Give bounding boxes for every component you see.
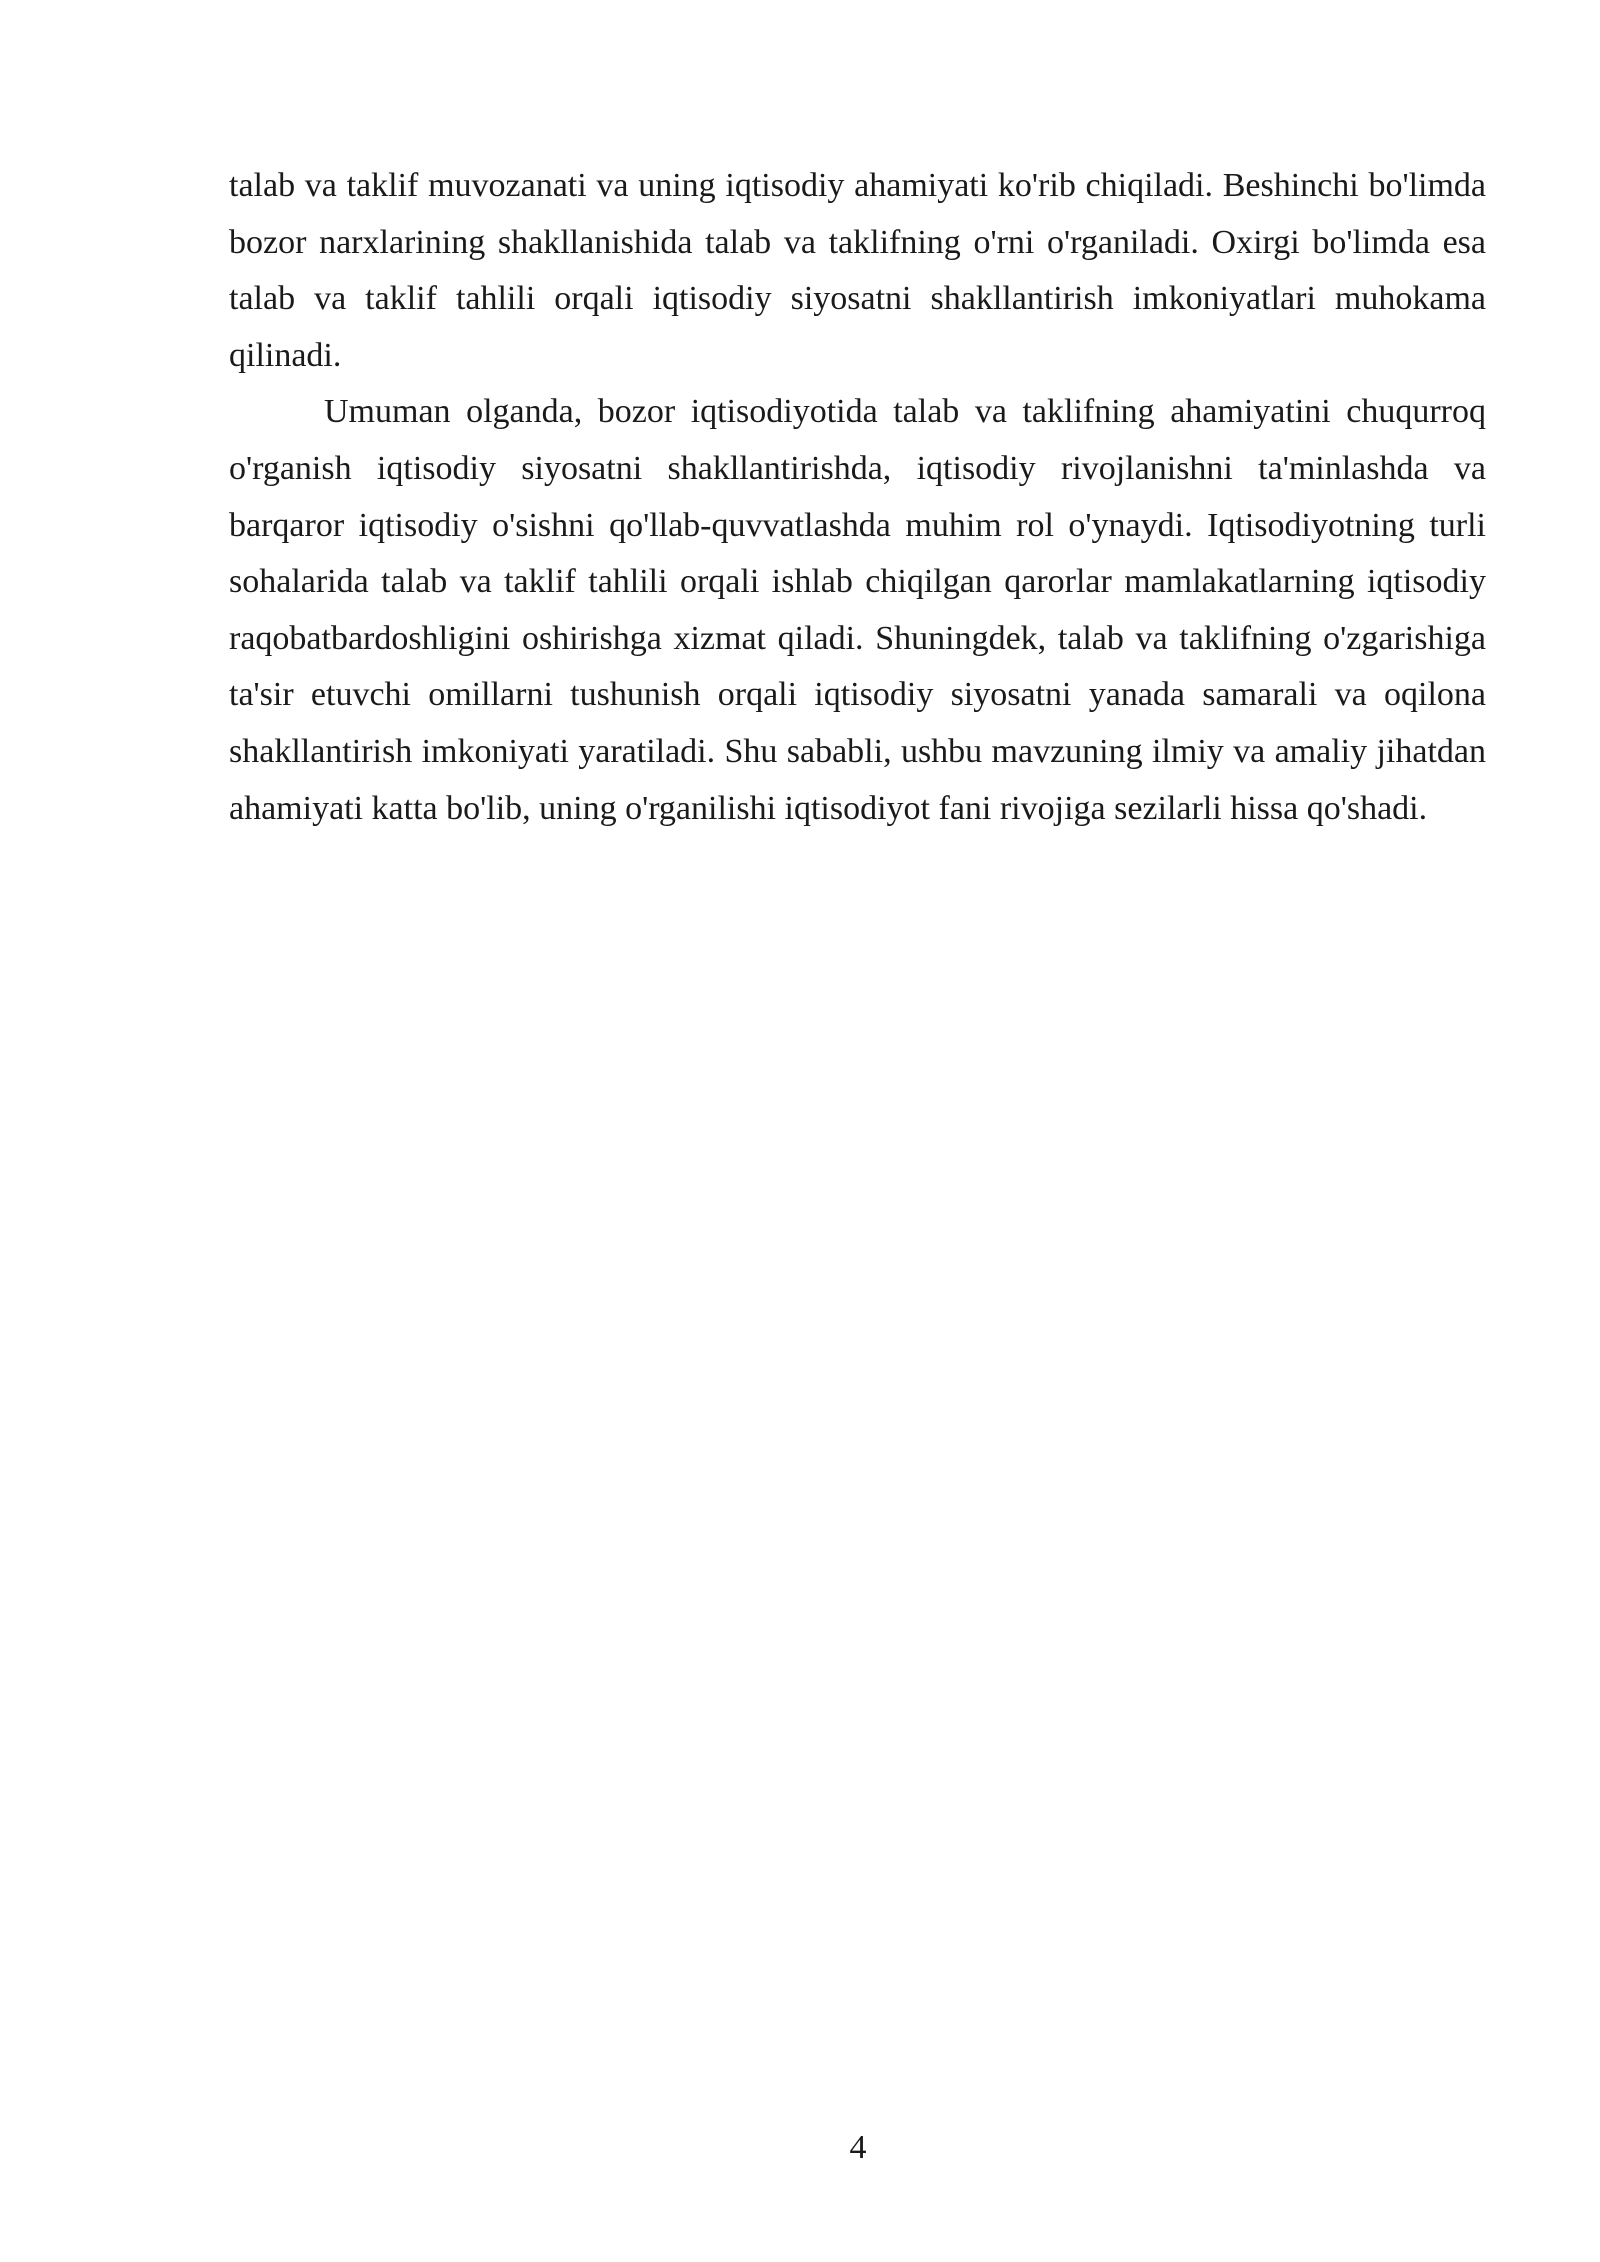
paragraph-continuation: talab va taklif muvozanati va uning iqtisodiy ahamiyati ko'rib chiqiladi. Beshinchi bo'limda bozor narxlarining shakllanishida talab va taklifning o'rni o'rganiladi. Oxirgi bo'limda esa talab va taklif tahlili orqali iqtisodiy siyosatni shakllantirish imkoniyatlari muhokama qilinadi. — [229, 167, 1486, 374]
paragraph-conclusion: Umuman olganda, bozor iqtisodiyotida talab va taklifning ahamiyatini chuqurroq o'rganish iqtisodiy siyosatni shakllantirishda, iqtisodiy rivojlanishni ta'minlashda va barqaror iqtisodiy o'sishni qo'llab-quvvatlashda muhim rol o'ynaydi. Iqtisodiyotning turli sohalarida talab va taklif tahlili orqali ishlab chiqilgan qarorlar mamlakatlarning iqtisodiy raqobatbardoshligini oshirishga xizmat qiladi. Shuningdek, talab va taklifning o'zgarishiga ta'sir etuvchi omillarni tushunish orqali iqtisodiy siyosatni yanada samarali va oqilona shakllantirish imkoniyati yaratiladi. Shu sababli, ushbu mavzuning ilmiy va amaliy jihatdan ahamiyati katta bo'lib, uning o'rganilishi iqtisodiyot fani rivojiga sezilarli hissa qo'shadi. — [229, 393, 1486, 827]
page-number: 4 — [849, 2129, 867, 2166]
body-text — [229, 158, 1486, 837]
